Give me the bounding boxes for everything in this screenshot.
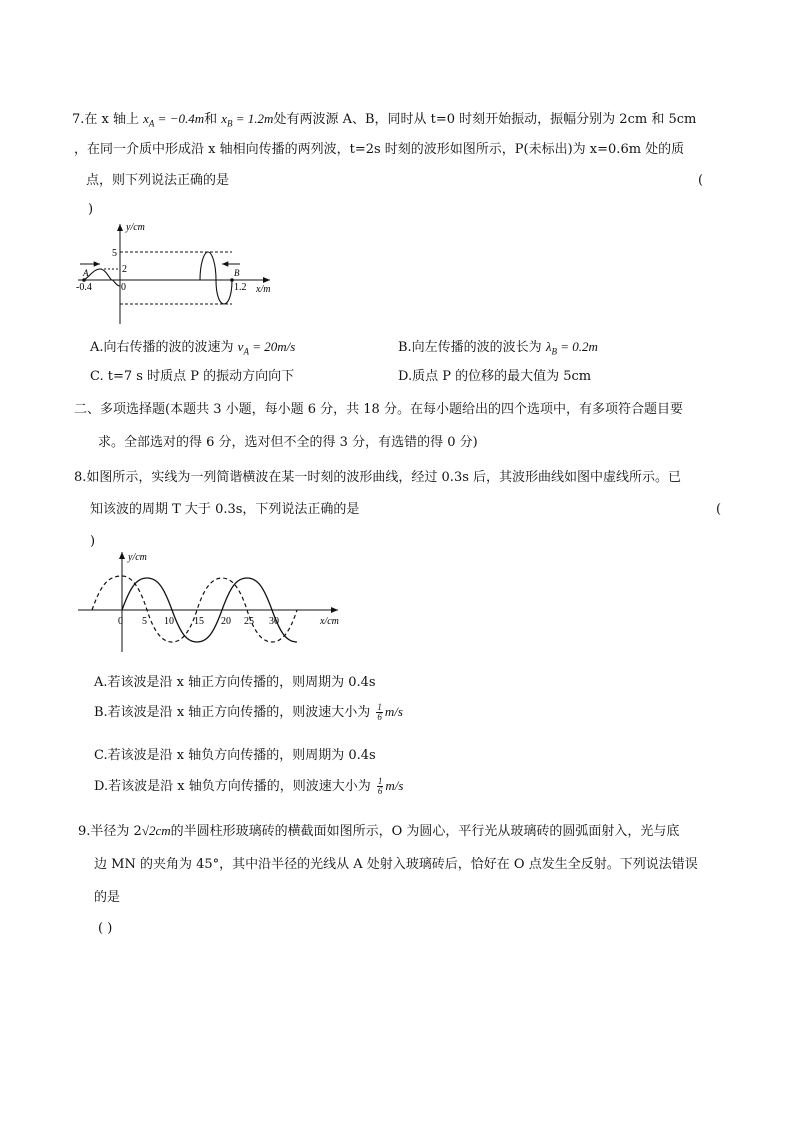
q7-wave-figure	[70, 218, 290, 330]
option-text: B.向左传播的波的波长为	[398, 340, 546, 355]
q9-paren: ( )	[98, 921, 113, 936]
tick-10: 10	[164, 616, 174, 627]
x-axis-label: x/cm	[320, 616, 339, 627]
math-sub: A	[148, 118, 155, 129]
math-sub: B	[227, 118, 233, 129]
q8-option-d[interactable]	[94, 777, 403, 796]
tick-20: 20	[221, 616, 231, 627]
tick-neg04: -0.4	[76, 282, 92, 293]
fraction	[377, 777, 384, 796]
math-unit: cm	[155, 823, 171, 838]
q9-text: 9.半径为 2	[78, 824, 142, 839]
numerator: 1	[377, 702, 382, 712]
tick-5: 5	[142, 616, 147, 627]
q8-line-2: 知该波的周期 T 大于 0.3s，下列说法正确的是	[90, 502, 360, 517]
tick-0: 0	[118, 616, 123, 627]
q7-text: 7.在 x 轴上	[72, 112, 144, 127]
tick-15: 15	[194, 616, 204, 627]
fraction	[376, 703, 383, 722]
tick-5: 5	[112, 248, 117, 259]
unit: m/s	[384, 704, 403, 719]
q8-option-b[interactable]	[94, 703, 403, 722]
x-axis-label: x/m	[256, 284, 271, 295]
q7-line-3: 点，则下列说法正确的是	[86, 173, 230, 188]
origin-label: 0	[121, 282, 126, 293]
q7-option-d[interactable]: D.质点 P 的位移的最大值为 5cm	[398, 369, 592, 384]
q9-line-3: 的是	[94, 890, 121, 905]
q8-option-a[interactable]: A.若该波是沿 x 轴正方向传播的，则周期为 0.4s	[94, 675, 376, 690]
source-a-dot	[82, 278, 86, 282]
math-sub: A	[243, 346, 249, 357]
math-var: x	[143, 111, 149, 126]
q7-option-a[interactable]	[90, 338, 295, 361]
tick-2: 2	[122, 264, 127, 275]
q7-paren-close: )	[88, 202, 94, 217]
tick-25: 25	[244, 616, 254, 627]
q7-text: 和	[204, 112, 222, 127]
denominator: 6	[377, 712, 382, 722]
q8-paren-close: )	[90, 534, 96, 549]
math-val: = 20m/s	[248, 339, 296, 354]
option-text: B.若该波是沿 x 轴正方向传播的，则波速大小为	[94, 705, 375, 720]
q7-option-c[interactable]: C. t=7 s 时质点 P 的振动方向向下	[90, 369, 295, 384]
wave-b	[200, 252, 232, 304]
q7-option-b[interactable]	[398, 338, 598, 361]
math-sqrt: √2	[141, 823, 156, 838]
q8-option-c[interactable]: C.若该波是沿 x 轴负方向传播的，则周期为 0.4s	[94, 748, 376, 763]
math-var: v	[237, 339, 244, 354]
y-axis-label: y/cm	[126, 222, 145, 233]
tick-30: 30	[269, 616, 279, 627]
numerator: 1	[377, 776, 383, 786]
math-val: = 1.2m	[232, 111, 274, 126]
math-var: x	[221, 111, 228, 126]
q7-line-2: ，在同一介质中形成沿 x 轴相向传播的两列波，t=2s 时刻的波形如图所示，P(未标出)为 x=0.6m 处的质	[74, 142, 685, 157]
math-var: λ	[545, 339, 552, 354]
unit: m/s	[385, 778, 404, 793]
q7-text: 处有两波源 A、B，同时从 t=0 时刻开始振动，振幅分别为 2cm 和 5cm	[273, 112, 697, 127]
q9-line-2: 边 MN 的夹角为 45°，其中沿半径的光线从 A 处射入玻璃砖后，恰好在 O 点发生全反射。下列说法错误	[94, 857, 698, 872]
option-text: D.若该波是沿 x 轴负方向传播的，则波速大小为	[94, 779, 375, 794]
q9-line-1	[78, 822, 679, 841]
q8-paren-open: (	[716, 502, 722, 517]
section-2-heading-line-1: 二、多项选择题(本题共 3 小题，每小题 6 分，共 18 分。在每小题给出的四个选项中，有多项符合题目要	[74, 402, 683, 417]
math-val: = 0.2m	[556, 339, 598, 354]
math-sub: B	[551, 346, 557, 357]
math-val: = −0.4m	[154, 111, 205, 126]
section-2-heading-line-2: 求。全部选对的得 6 分，选对但不全的得 3 分，有选错的得 0 分)	[98, 435, 478, 450]
y-axis-label: y/cm	[128, 552, 147, 563]
label-a: A	[83, 268, 89, 278]
denominator: 6	[377, 786, 383, 796]
source-b-dot	[230, 278, 234, 282]
tick-12: 1.2	[234, 282, 247, 293]
q7-paren-open: (	[698, 173, 704, 188]
option-text: A.向右传播的波的波速为	[90, 340, 238, 355]
q8-line-1: 8.如图所示，实线为一列简谐横波在某一时刻的波形曲线，经过 0.3s 后，其波形曲线如图中虚线所示。已	[74, 470, 682, 485]
label-b: B	[234, 268, 240, 278]
q7-line-1	[72, 110, 696, 133]
q9-text: 的半圆柱形玻璃砖的横截面如图所示，O 为圆心，平行光从玻璃砖的圆弧面射入，光与底	[170, 824, 680, 839]
q8-wave-figure	[70, 548, 350, 656]
